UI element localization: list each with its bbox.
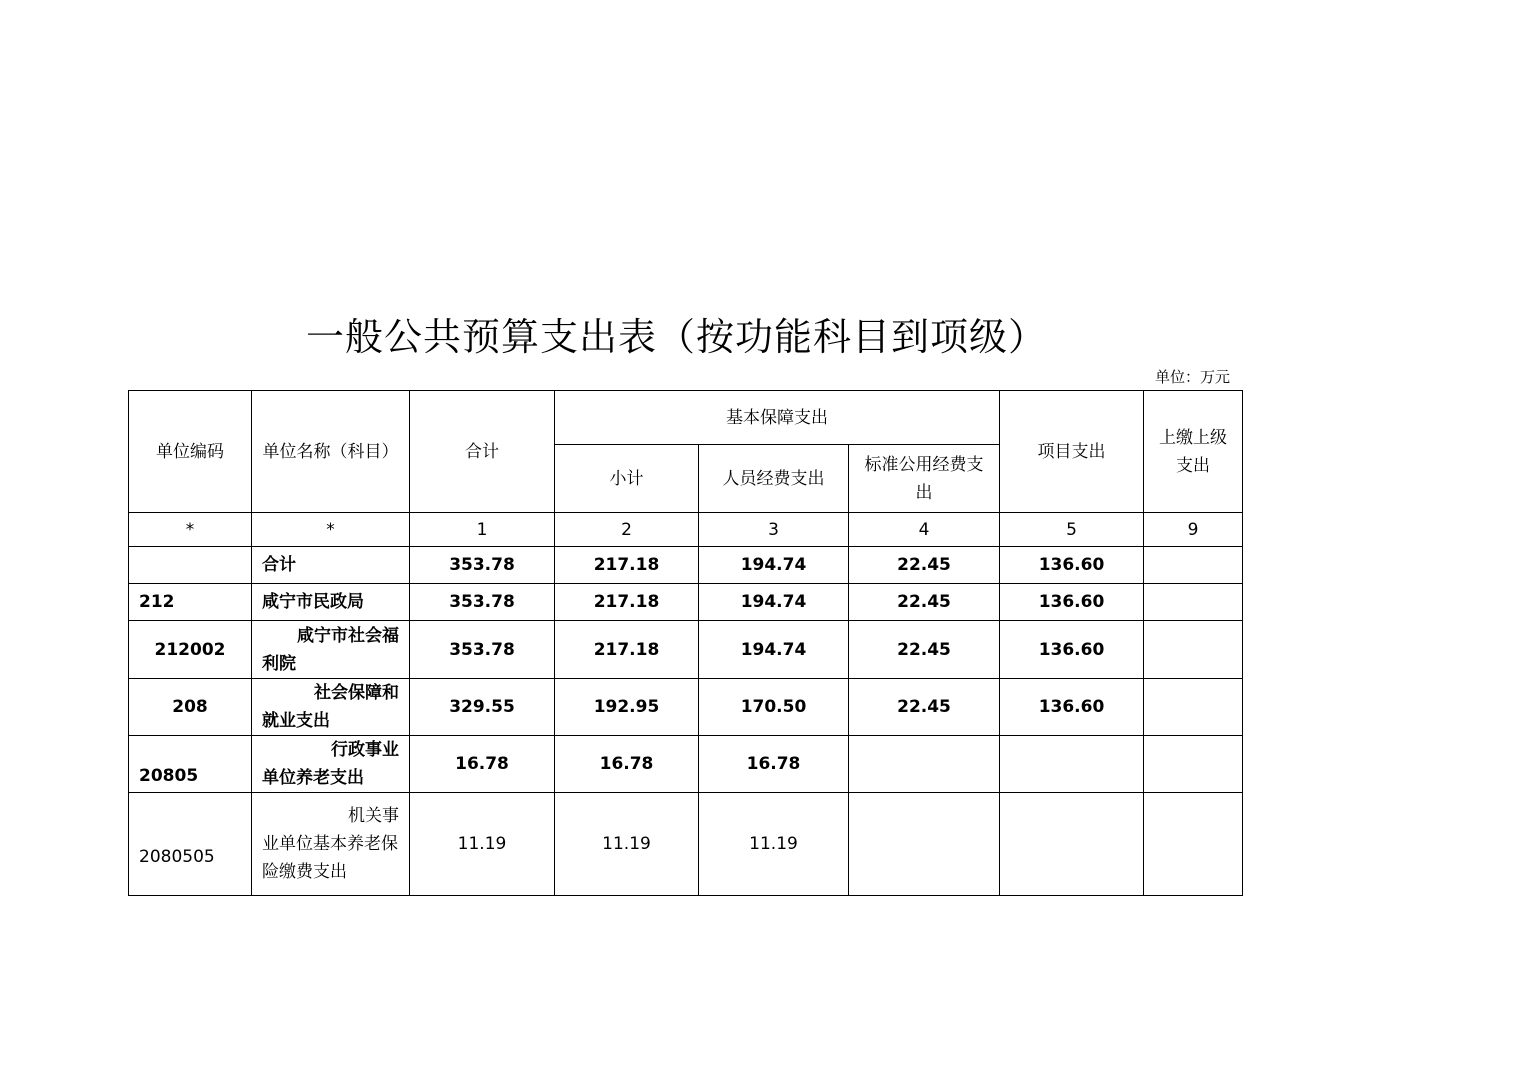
cell-public-std: 22.45 <box>849 621 1000 679</box>
cell-name <box>252 679 410 736</box>
cell-name <box>252 793 410 896</box>
cell-name-line2: 利院 <box>262 653 296 674</box>
cell-name <box>252 621 410 679</box>
cell-personnel: 194.74 <box>699 584 849 621</box>
header-subtotal: 小计 <box>555 445 699 513</box>
cell-name: 咸宁市民政局 <box>252 584 410 621</box>
cell-total: 353.78 <box>410 621 555 679</box>
index-cell: 5 <box>1000 513 1144 547</box>
cell-project <box>1000 793 1144 896</box>
cell-subtotal: 217.18 <box>555 547 699 584</box>
index-row <box>129 513 1243 547</box>
cell-upper <box>1144 547 1243 584</box>
header-total: 合计 <box>410 391 555 513</box>
cell-public-std <box>849 736 1000 793</box>
cell-name-line2: 业单位基本养老保险缴费支出 <box>262 834 398 882</box>
cell-project: 136.60 <box>1000 547 1144 584</box>
cell-code: 20805 <box>129 736 252 793</box>
cell-project: 136.60 <box>1000 679 1144 736</box>
cell-code: 212 <box>129 584 252 621</box>
index-cell: 3 <box>699 513 849 547</box>
cell-personnel: 16.78 <box>699 736 849 793</box>
cell-upper <box>1144 584 1243 621</box>
table-row <box>129 584 1243 621</box>
cell-upper <box>1144 736 1243 793</box>
header-name: 单位名称（科目） <box>252 391 410 513</box>
header-personnel: 人员经费支出 <box>699 445 849 513</box>
index-cell: * <box>252 513 410 547</box>
cell-code: 208 <box>129 679 252 736</box>
cell-name-line1: 社会保障和 <box>314 683 399 703</box>
cell-upper <box>1144 793 1243 896</box>
cell-name-line2: 单位养老支出 <box>262 768 364 788</box>
table-row <box>129 547 1243 584</box>
cell-project: 136.60 <box>1000 584 1144 621</box>
index-cell: 2 <box>555 513 699 547</box>
table-row <box>129 621 1243 679</box>
header-basic: 基本保障支出 <box>555 391 1000 445</box>
cell-total: 353.78 <box>410 547 555 584</box>
cell-subtotal: 217.18 <box>555 584 699 621</box>
cell-total: 353.78 <box>410 584 555 621</box>
index-cell: 1 <box>410 513 555 547</box>
page-title: 一般公共预算支出表（按功能科目到项级） <box>306 315 1048 359</box>
header-upper: 上缴上级支出 <box>1144 391 1243 513</box>
cell-code <box>129 547 252 584</box>
cell-name-line1: 行政事业 <box>331 740 399 760</box>
cell-total: 11.19 <box>410 793 555 896</box>
cell-total: 16.78 <box>410 736 555 793</box>
cell-personnel: 11.19 <box>699 793 849 896</box>
table-row <box>129 793 1243 896</box>
header-public-std: 标准公用经费支出 <box>849 445 1000 513</box>
cell-name: 合计 <box>252 547 410 584</box>
cell-name <box>252 736 410 793</box>
cell-project <box>1000 736 1144 793</box>
cell-code: 2080505 <box>129 793 252 896</box>
cell-personnel: 170.50 <box>699 679 849 736</box>
header-code: 单位编码 <box>129 391 252 513</box>
cell-personnel: 194.74 <box>699 547 849 584</box>
table-row <box>129 679 1243 736</box>
unit-label: 单位：万元 <box>1155 368 1231 386</box>
budget-table <box>128 390 1243 896</box>
cell-public-std: 22.45 <box>849 679 1000 736</box>
cell-subtotal: 11.19 <box>555 793 699 896</box>
table-row <box>129 736 1243 793</box>
header-project: 项目支出 <box>1000 391 1144 513</box>
cell-upper <box>1144 621 1243 679</box>
cell-subtotal: 192.95 <box>555 679 699 736</box>
cell-project: 136.60 <box>1000 621 1144 679</box>
cell-upper <box>1144 679 1243 736</box>
index-cell: 4 <box>849 513 1000 547</box>
index-cell: 9 <box>1144 513 1243 547</box>
cell-code: 212002 <box>129 621 252 679</box>
index-cell: * <box>129 513 252 547</box>
cell-public-std: 22.45 <box>849 547 1000 584</box>
cell-public-std: 22.45 <box>849 584 1000 621</box>
cell-total: 329.55 <box>410 679 555 736</box>
cell-name-line2: 就业支出 <box>262 711 330 731</box>
cell-name-line1: 机关事 <box>348 806 399 826</box>
cell-name-line1: 咸宁市社会福 <box>297 625 399 646</box>
cell-personnel: 194.74 <box>699 621 849 679</box>
cell-subtotal: 16.78 <box>555 736 699 793</box>
cell-public-std <box>849 793 1000 896</box>
cell-subtotal: 217.18 <box>555 621 699 679</box>
